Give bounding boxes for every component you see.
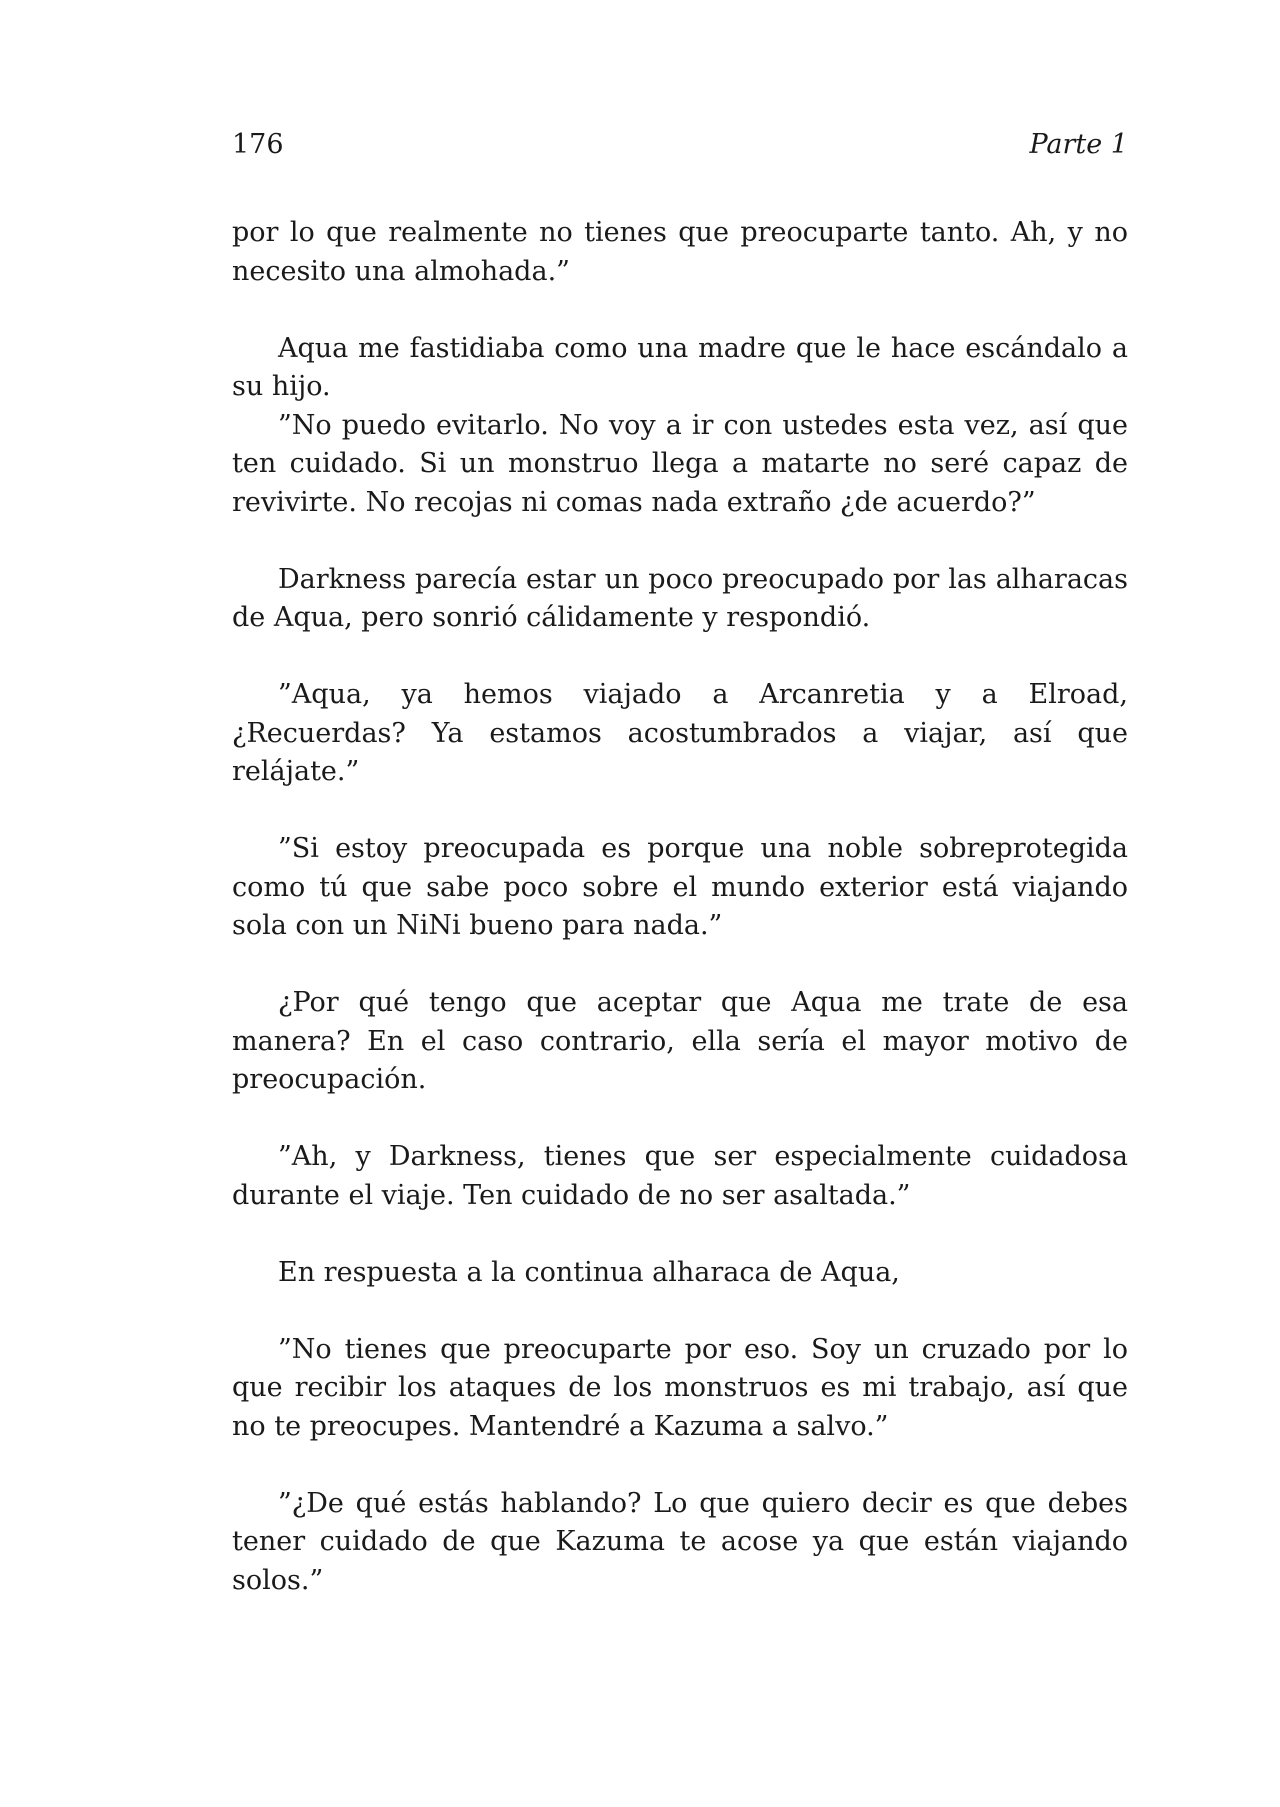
paragraph: ”No puedo evitarlo. No voy a ir con ustedes esta vez, así que ten cuidado. Si un monstruo llega a matarte no seré capaz de revivirte. No recojas ni comas nada extraño ¿de acuerdo?”	[232, 409, 1128, 518]
book-page	[232, 128, 1128, 1600]
section-title: Parte 1	[1029, 129, 1128, 160]
paragraph: ”Si estoy preocupada es porque una noble sobreprotegida como tú que sabe poco sobre el mundo exterior está viajando sola con un NiNi bueno para nada.”	[232, 833, 1128, 941]
running-head	[232, 128, 1128, 162]
paragraph: En respuesta a la continua alharaca de Aqua,	[278, 1256, 900, 1288]
paragraph: ”No tienes que preocuparte por eso. Soy un cruzado por lo que recibir los ataques de los monstruos es mi trabajo, así que no te preocupes. Mantendré a Kazuma a salvo.”	[232, 1333, 1128, 1442]
paragraph: por lo que realmente no tienes que preocuparte tanto. Ah, y no necesito una almohada.”	[232, 217, 1128, 287]
body-text	[232, 214, 1128, 1600]
page-number: 176	[232, 129, 284, 160]
paragraph: ”Aqua, ya hemos viajado a Arcanretia y a Elroad, ¿Recuerdas? Ya estamos acostumbrados a viajar, así que relájate.”	[232, 679, 1128, 787]
paragraph: ”¿De qué estás hablando? Lo que quiero decir es que debes tener cuidado de que Kazuma te acose ya que están viajando solos.”	[232, 1487, 1128, 1596]
paragraph: Aqua me fastidiaba como una madre que le hace escándalo a su hijo.	[232, 332, 1128, 402]
paragraph: ”Ah, y Darkness, tienes que ser especialmente cuidadosa durante el viaje. Ten cuidado de no ser asaltada.”	[232, 1141, 1128, 1211]
paragraph: ¿Por qué tengo que aceptar que Aqua me trate de esa manera? En el caso contrario, ella sería el mayor motivo de preocupación.	[232, 987, 1128, 1095]
paragraph: Darkness parecía estar un poco preocupado por las alharacas de Aqua, pero sonrió cálidamente y respondió.	[232, 563, 1128, 633]
